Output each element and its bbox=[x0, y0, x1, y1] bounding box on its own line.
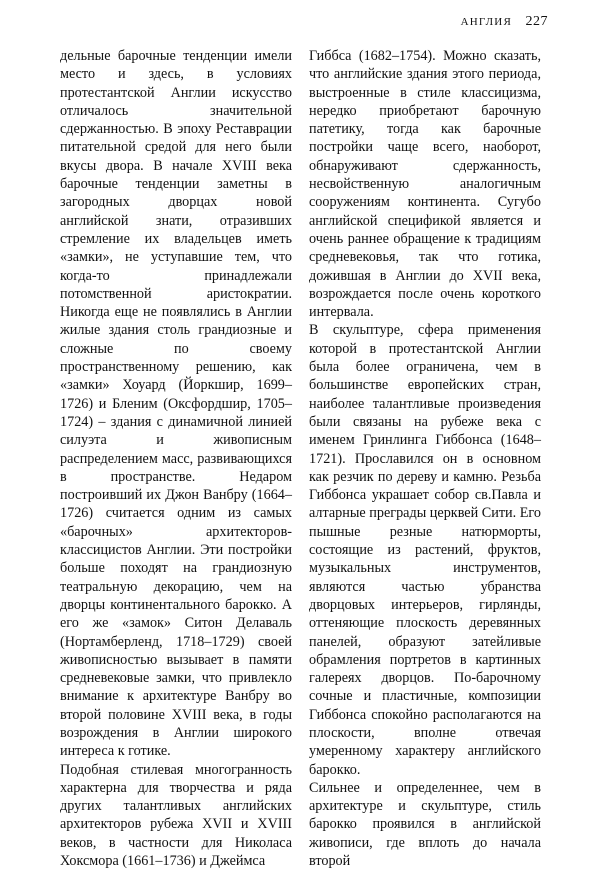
paragraph: В скульптуре, сфера применения которой в протестантской Англии была более ограничена, чем в большинстве европейских стран, наиболее талантливые произведения были связаны на рубеже века с именем Гринлинга Гиббонса (1648–1721). Прославился он в основном как резчик по дереву и камню. Резьба Гиббонса украшает собор св.Павла и алтарные преграды церквей Сити. Его пышные резные натюрморты, состоящие из растений, фруктов, музыкальных инструментов, являются частью убранства дворцовых интерьеров, гирлянды, оттеняющие плоскость деревянных панелей, образуют затейливые обрамления портретов в картинных галереях дворцов. По-барочному сочные и пластичные, композиции Гиббонса спокойно располагаются на плоскости, вполне отвечая умеренному характеру английского барокко. bbox=[309, 322, 541, 778]
paragraph: Сильнее и определеннее, чем в архитектуре и скульптуре, стиль барокко проявился в английской живописи, где вплоть до начала второй bbox=[309, 779, 541, 870]
paragraph: Подобная стилевая многогранность характерна для творчества и ряда других талантливых английских архитекторов рубежа XVII и XVIII веков, в частности для Николаса Хоксмора (1661–1736) и Джеймса bbox=[60, 761, 292, 870]
page-number: 227 bbox=[525, 14, 548, 29]
paragraph: дельные барочные тенденции имели место и здесь, в условиях протестантской Англии искусство отличалось значительной сдержанностью. В эпоху Реставрации питательной средой для него были вкусы двора. В начале XVIII века барочные тенденции заметны в загородных дворцах новой английской знати, отразивших стремление их владельцев иметь «замки», не уступавшие тем, что когда-то принадлежали потомственной аристократии. Никогда еще не появлялись в Англии жилые здания столь грандиозные и сложные по своему пространственному решению, как «замки» Хоуард (Йоркшир, 1699–1726) и Бленим (Оксфордшир, 1705–1724) – здания с динамичной линией силуэта и живописным распределением масс, развивающихся в пространстве. Недаром построивший их Джон Ванбру (1664–1726) считается одним из самых «барочных» архитекторов-классицистов Англии. Эти постройки больше походят на грандиозную театральную декорацию, чем на дворцы континентального барокко. А его же «замок» Ситон Делаваль (Нортамберленд, 1718–1729) своей живописностью вызывает в памяти средневековые замки, что привлекло внимание к архитектуре Ванбру во второй половине XVIII века, в годы возрождения в Англии широкого интереса к готике. bbox=[60, 48, 292, 760]
section-title: АНГЛИЯ bbox=[460, 16, 512, 28]
right-column bbox=[309, 47, 541, 870]
running-header bbox=[0, 14, 548, 30]
paragraph: Гиббса (1682–1754). Можно сказать, что английские здания этого периода, выстроенные в стиле классицизма, нередко приобретают барочную патетику, тогда как барочные постройки чаще всего, наоборот, обнаруживают сдержанность, несвойственную аналогичным сооружениям континента. Сугубо английской спецификой является и очень раннее обращение к традициям средневековья, так что готика, дожившая в Англии до XVII века, возрождается после очень короткого интервала. bbox=[309, 48, 541, 321]
left-column bbox=[60, 47, 292, 870]
